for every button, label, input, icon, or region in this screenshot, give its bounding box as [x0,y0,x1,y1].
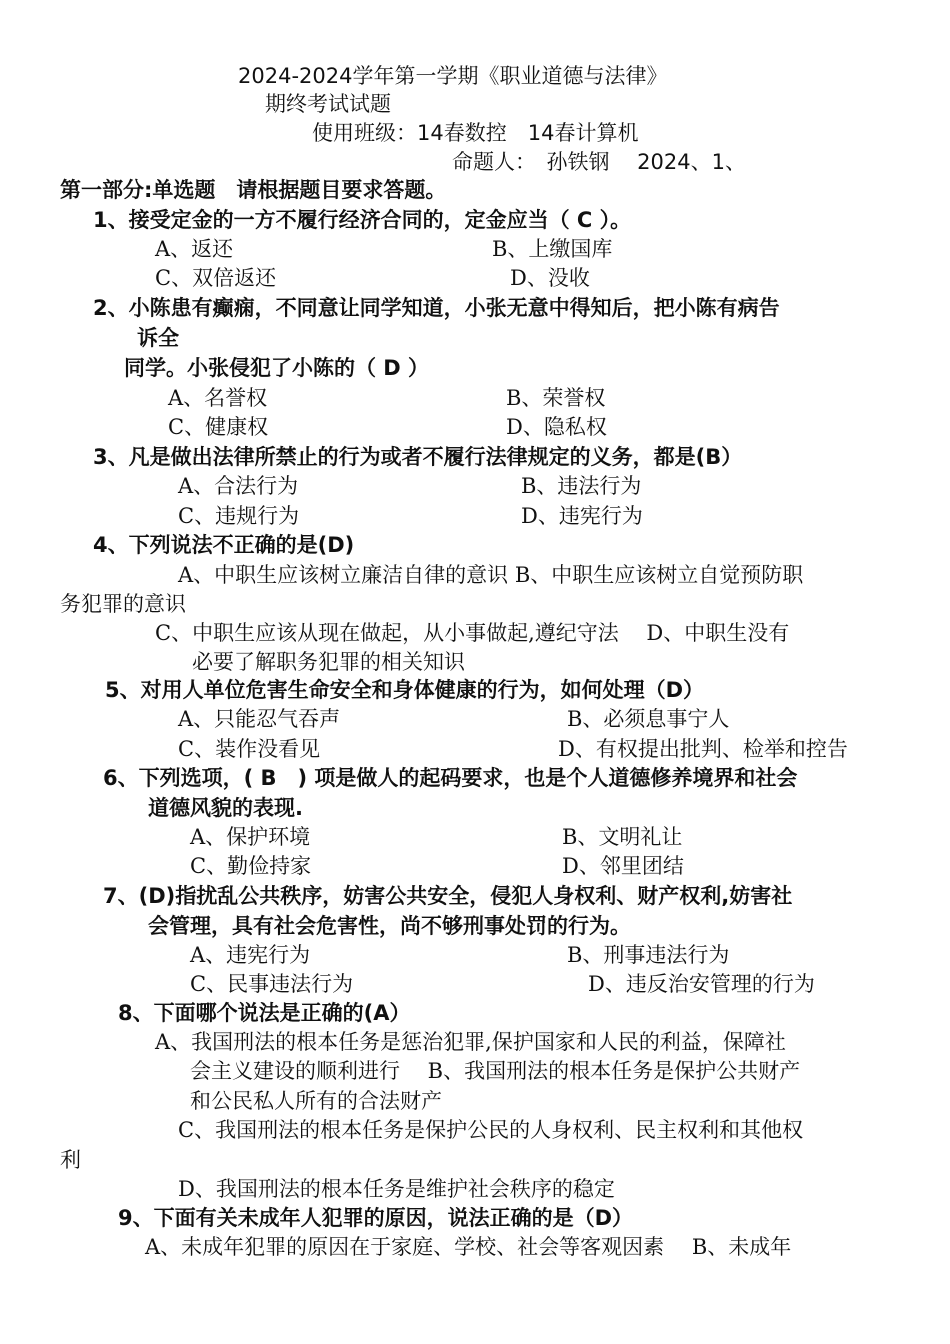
option: A、我国刑法的根本任务是惩治犯罪,保护国家和人民的利益，保障社 [155,1030,786,1054]
question-stem: 7、(D)指扰乱公共秩序，妨害公共安全，侵犯人身权利、财产权利,妨害社 [103,884,793,908]
option: D、有权提出批判、检举和控告 [558,737,848,761]
exam-subtitle: 期终考试试题 [265,92,391,116]
option: C、勤俭持家 [190,854,312,878]
option: A、违宪行为 [190,943,311,967]
option: 利 [60,1148,81,1172]
question-stem: 1、接受定金的一方不履行经济合同的，定金应当（ C ）。 [93,208,632,232]
question-stem: 5、对用人单位危害生命安全和身体健康的行为，如何处理（D） [105,678,705,702]
option: A、返还 [155,237,234,261]
option: C、装作没看见 [178,737,321,761]
option: A、只能忍气吞声 [178,707,341,731]
option: C、健康权 [168,415,269,439]
option: C、中职生应该从现在做起，从小事做起,遵纪守法 D、中职生没有 [155,621,790,645]
option: D、违反治安管理的行为 [588,972,815,996]
option: A、名誉权 [168,386,268,410]
question-stem: 诉全 [137,326,179,350]
option: 会主义建设的顺利进行 B、我国刑法的根本任务是保护公共财产 [190,1059,801,1083]
question-stem: 道德风貌的表现. [148,796,303,820]
option: C、我国刑法的根本任务是保护公民的人身权利、民主权利和其他权 [178,1118,804,1142]
option: A、保护环境 [190,825,311,849]
option: 必要了解职务犯罪的相关知识 [192,650,465,674]
option: B、刑事违法行为 [567,943,730,967]
question-stem: 3、凡是做出法律所禁止的行为或者不履行法律规定的义务，都是(B） [93,445,743,469]
option: 和公民私人所有的合法财产 [190,1089,442,1113]
exam-author: 命题人： 孙铁钢 2024、1、 [452,150,746,174]
option: C、民事违法行为 [190,972,354,996]
question-stem: 9、下面有关未成年人犯罪的原因，说法正确的是（D） [118,1206,634,1230]
option: D、没收 [510,266,590,290]
option: D、我国刑法的根本任务是维护社会秩序的稳定 [178,1177,615,1201]
option: C、双倍返还 [155,266,277,290]
option: B、违法行为 [521,474,642,498]
question-stem: 2、小陈患有癫痫，不同意让同学知道，小张无意中得知后，把小陈有病告 [93,296,780,320]
option: A、中职生应该树立廉洁自律的意识 B、中职生应该树立自觉预防职 [178,563,804,587]
option: D、隐私权 [506,415,607,439]
option: B、文明礼让 [562,825,683,849]
exam-classes: 使用班级：14春数控 14春计算机 [312,121,639,145]
option: B、必须息事宁人 [567,707,730,731]
option: D、违宪行为 [521,504,643,528]
question-stem: 8、下面哪个说法是正确的(A） [118,1001,411,1025]
question-stem: 6、下列选项，( B ) 项是做人的起码要求，也是个人道德修养境界和社会 [103,766,798,790]
option: B、上缴国库 [492,237,613,261]
option: 务犯罪的意识 [60,592,186,616]
question-stem: 同学。小张侵犯了小陈的（ D ） [124,356,430,380]
option: B、荣誉权 [506,386,606,410]
option: C、违规行为 [178,504,300,528]
question-stem: 4、下列说法不正确的是(D) [93,533,355,557]
exam-title: 2024-2024学年第一学期《职业道德与法律》 [238,64,668,88]
option: D、邻里团结 [562,854,684,878]
option: A、合法行为 [178,474,299,498]
section-heading: 第一部分:单选题 请根据题目要求答题。 [60,178,447,202]
question-stem: 会管理，具有社会危害性，尚不够刑事处罚的行为。 [148,914,631,938]
option: A、未成年犯罪的原因在于家庭、学校、社会等客观因素 B、未成年 [145,1235,792,1259]
